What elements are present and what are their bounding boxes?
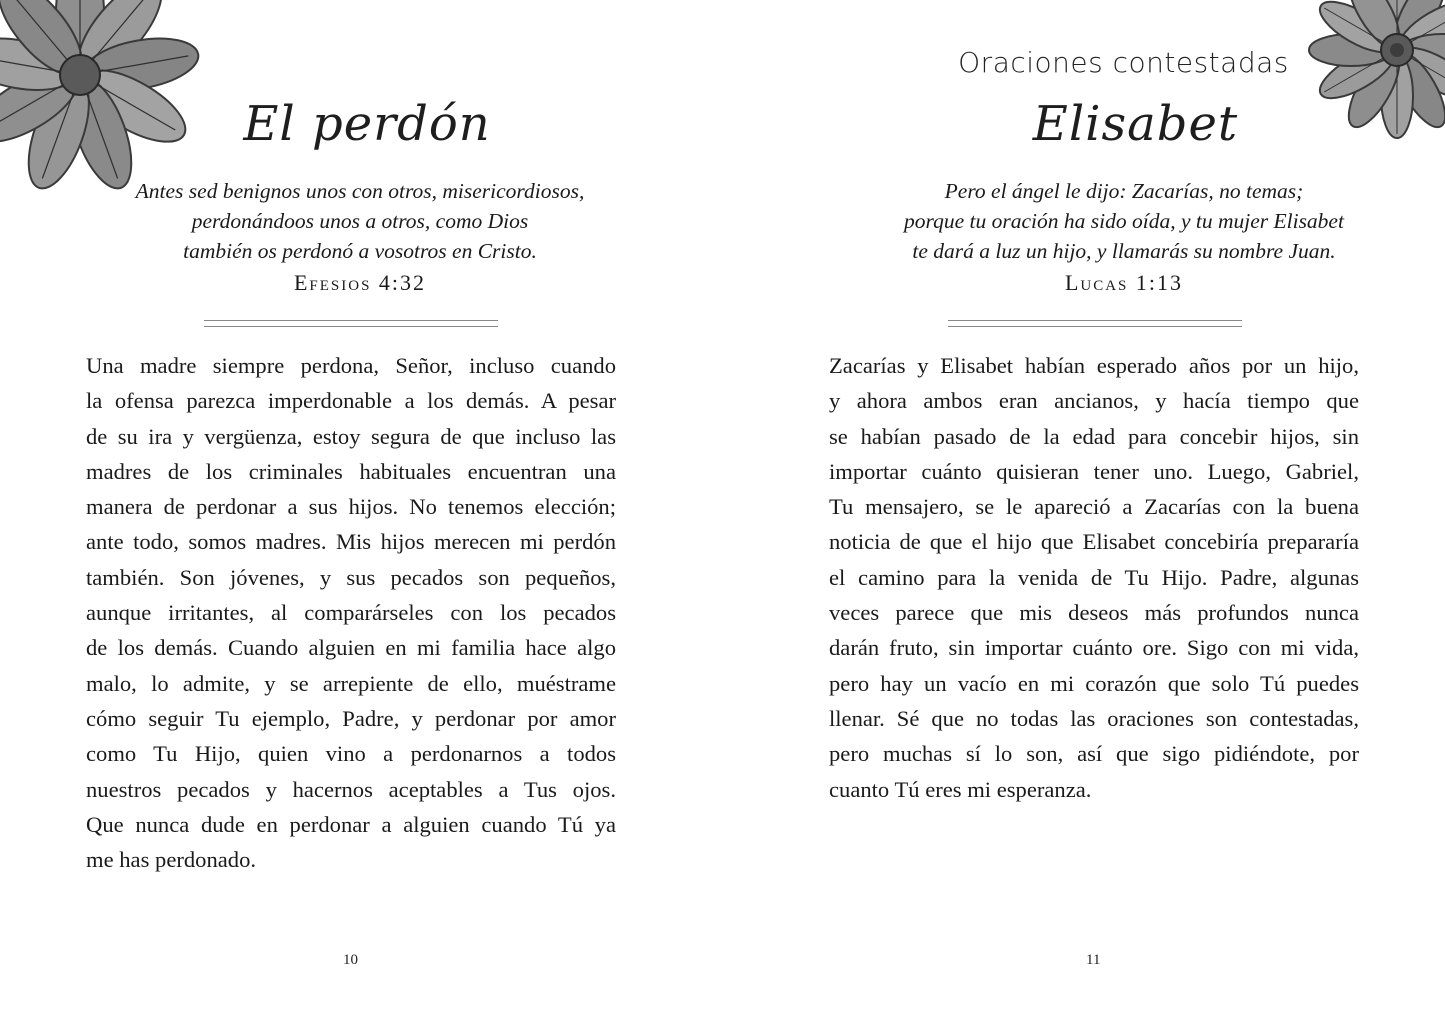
text-line: como Tu Hijo, quien vino a perdonarnos a todos (86, 741, 616, 767)
page-number: 11 (1086, 952, 1101, 968)
text-line: importar cuánto quisieran tener uno. Luego, Gabriel, (829, 458, 1359, 484)
text-line: noticia de que el hijo que Elisabet concebiría prepararía (829, 529, 1359, 555)
text-line: Una madre siempre perdona, Señor, incluso cuando (86, 353, 616, 378)
verse-reference: Lucas 1:13 (1064, 270, 1184, 295)
right-page (722, 0, 1445, 1020)
text-line: ante todo, somos madres. Mis hijos merecen mi perdón (86, 529, 616, 555)
verse-line: también os perdonó a vosotros en Cristo. (183, 239, 537, 263)
verse-line: perdonándoos unos a otros, como Dios (191, 209, 529, 233)
text-line: me has perdonado. (86, 847, 257, 873)
verse-line: te dará a luz un hijo, y llamarás su nombre Juan. (912, 239, 1336, 263)
section-divider (948, 320, 1242, 327)
devotional-text (86, 348, 616, 877)
page-title: Elisabet (1032, 96, 1239, 152)
verse-line: Antes sed benignos unos con otros, misericordiosos, (135, 179, 585, 203)
text-line: de su ira y vergüenza, estoy segura de que incluso las (86, 423, 616, 449)
verse-reference: Efesios 4:32 (293, 270, 427, 295)
text-line: pero muchas sí lo son, así que sigo pidiéndote, por (829, 741, 1359, 767)
scripture-verse (60, 176, 660, 298)
scripture-verse (824, 176, 1424, 298)
text-line: se habían pasado de la edad para concebir hijos, sin (829, 423, 1359, 449)
text-line: Que nunca dude en perdonar a alguien cuando Tú ya (86, 811, 616, 837)
text-line: y ahora ambos eran ancianos, y hacía tiempo que (829, 388, 1359, 414)
section-header: Oraciones contestadas (958, 46, 1289, 79)
text-line: nuestros pecados y hacernos aceptables a Tus ojos. (86, 776, 616, 802)
text-line: veces parece que mis deseos más profundos nunca (829, 600, 1359, 626)
text-line: manera de perdonar a sus hijos. No tenemos elección; (86, 494, 616, 520)
text-line: de los demás. Cuando alguien en mi familia hace algo (86, 635, 616, 661)
page-number: 10 (343, 952, 358, 968)
text-line: malo, lo admite, y se arrepiente de ello, muéstrame (86, 670, 616, 696)
text-line: cuanto Tú eres mi esperanza. (829, 776, 1092, 802)
text-line: aunque irritantes, al comparárseles con los pecados (86, 600, 616, 626)
text-line: Zacarías y Elisabet habían esperado años por un hijo, (829, 353, 1359, 378)
text-line: la ofensa parezca imperdonable a los demás. A pesar (86, 388, 616, 414)
text-line: pero hay un vacío en mi corazón que solo Tú puedes (829, 670, 1359, 696)
page-title: El perdón (243, 96, 491, 152)
text-line: cómo seguir Tu ejemplo, Padre, y perdonar por amor (86, 705, 616, 731)
section-divider (204, 320, 498, 327)
text-line: el camino para la venida de Tu Hijo. Padre, algunas (829, 564, 1359, 590)
text-line: Tu mensajero, se le apareció a Zacarías con la buena (829, 494, 1359, 520)
text-line: también. Son jóvenes, y sus pecados son pequeños, (86, 564, 616, 590)
devotional-text (829, 348, 1359, 807)
left-page (0, 0, 722, 1020)
text-line: llenar. Sé que no todas las oraciones son contestadas, (829, 705, 1359, 731)
verse-line: Pero el ángel le dijo: Zacarías, no temas; (944, 179, 1304, 203)
verse-line: porque tu oración ha sido oída, y tu mujer Elisabet (904, 209, 1344, 233)
text-line: darán fruto, sin importar cuánto ore. Sigo con mi vida, (829, 635, 1359, 661)
text-line: madres de los criminales habituales encuentran una (86, 458, 616, 484)
